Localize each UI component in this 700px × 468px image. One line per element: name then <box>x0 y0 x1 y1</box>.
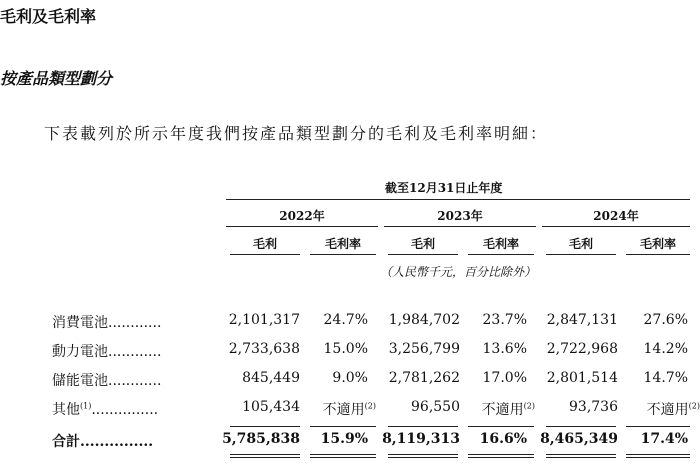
table-cell: 27.6% <box>643 312 688 328</box>
year-header-2023: 2023年 <box>437 209 483 223</box>
divider <box>546 254 616 255</box>
divider <box>468 457 534 458</box>
table-cell: 15.9% <box>320 431 368 447</box>
divider <box>468 454 534 455</box>
divider <box>310 454 376 455</box>
table-cell: 93,736 <box>569 399 618 415</box>
table-cell: 2,847,131 <box>546 312 618 328</box>
table-cell: 14.2% <box>643 341 688 357</box>
divider <box>626 426 690 427</box>
table-cell: 15.0% <box>323 341 368 357</box>
divider <box>546 454 616 455</box>
table-cell: 9.0% <box>332 370 368 386</box>
divider <box>468 254 534 255</box>
table-cell: 13.6% <box>482 341 527 357</box>
table-cell: 24.7% <box>323 312 368 328</box>
divider <box>626 454 690 455</box>
divider <box>310 457 376 458</box>
divider <box>388 254 458 255</box>
table-cell: 2,801,514 <box>546 370 618 386</box>
intro-paragraph: 下表載列於所示年度我們按產品類型劃分的毛利及毛利率明細： <box>44 124 549 143</box>
row-label-consumer-battery: 消費電池............ <box>52 315 162 331</box>
table-cell: 845,449 <box>242 370 300 386</box>
year-header-2022: 2022年 <box>279 209 325 223</box>
col-header-gross-profit: 毛利 <box>410 237 435 251</box>
table-cell: 17.4% <box>640 431 688 447</box>
table-cell: 不適用$^{(2)}$ <box>322 401 376 418</box>
divider <box>542 226 690 227</box>
divider <box>626 254 690 255</box>
unit-note: （人民幣千元，百分比除外） <box>380 265 537 279</box>
table-cell: 1,984,702 <box>388 312 460 328</box>
divider <box>310 254 376 255</box>
col-header-margin: 毛利率 <box>639 237 676 251</box>
year-header-2024: 2024年 <box>593 209 639 223</box>
table-cell: 3,256,799 <box>388 341 460 357</box>
table-cell: 8,465,349 <box>540 431 618 447</box>
table-cell: 不適用$^{(2)}$ <box>481 401 535 418</box>
table-cell: 8,119,313 <box>382 431 460 447</box>
period-header: 截至12月31日止年度 <box>385 181 503 195</box>
table-cell: 2,722,968 <box>546 341 618 357</box>
row-label-total: 合計............... <box>52 434 154 450</box>
table-cell: 17.0% <box>482 370 527 386</box>
divider <box>230 426 300 427</box>
table-cell: 2,101,317 <box>228 312 300 328</box>
table-cell: 2,781,262 <box>388 370 460 386</box>
divider <box>388 454 458 455</box>
divider <box>546 426 616 427</box>
table-cell: 14.7% <box>643 370 688 386</box>
divider <box>226 226 378 227</box>
divider <box>230 454 300 455</box>
divider <box>468 426 534 427</box>
table-cell: 23.7% <box>482 312 527 328</box>
table-cell: 16.6% <box>479 431 527 447</box>
table-cell: 5,785,838 <box>222 431 300 447</box>
divider <box>388 426 458 427</box>
section-subheading: 按產品類型劃分 <box>0 69 113 88</box>
divider <box>310 426 376 427</box>
row-label-power-battery: 動力電池............ <box>52 344 162 360</box>
divider <box>388 457 458 458</box>
divider <box>384 226 536 227</box>
col-header-gross-profit: 毛利 <box>568 237 593 251</box>
divider <box>230 457 300 458</box>
divider <box>546 457 616 458</box>
table-cell: 105,434 <box>242 399 300 415</box>
table-cell: 96,550 <box>411 399 460 415</box>
col-header-margin: 毛利率 <box>482 237 519 251</box>
table-cell: 2,733,638 <box>228 341 300 357</box>
col-header-gross-profit: 毛利 <box>252 237 277 251</box>
divider <box>626 457 690 458</box>
col-header-margin: 毛利率 <box>324 237 361 251</box>
row-label-others: 其他$^{(1)}$............... <box>52 401 159 418</box>
table-cell: 不適用$^{(2)}$ <box>646 401 700 418</box>
row-label-energy-storage-battery: 儲能電池............ <box>52 373 162 389</box>
divider <box>230 254 300 255</box>
section-heading: 毛利及毛利率 <box>0 7 97 26</box>
divider <box>226 199 690 200</box>
